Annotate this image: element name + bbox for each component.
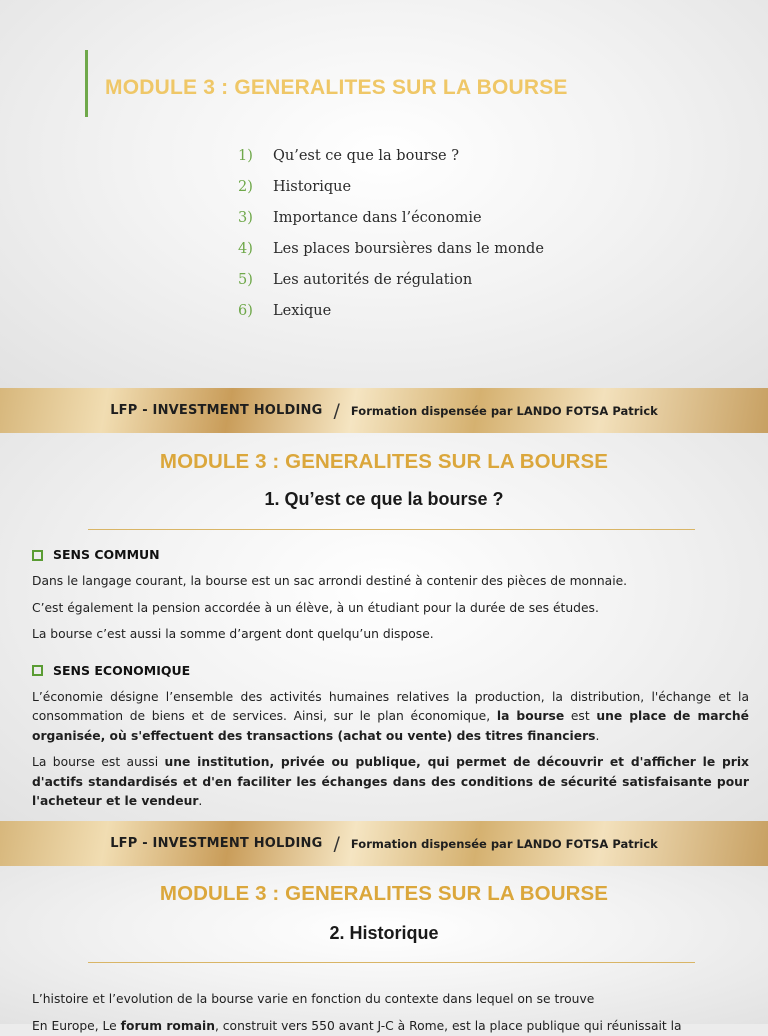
slide-footer [0,821,768,866]
paragraph-economique-definition [32,688,749,747]
toc-item [238,264,544,295]
slide-footer [0,388,768,433]
section-heading-label: SENS COMMUN [53,545,160,565]
toc-number: 4) [238,241,273,257]
bold-text-run: une institution, privée ou publique, qui permet de découvrir et d'afficher le prix d'actifs standardisés et d'en faciliter les échanges dans des conditions de sécurité satisfaisante pour l'acheteur et le vendeur [32,755,749,808]
toc-label: Lexique [273,303,331,319]
toc-label: Qu’est ce que la bourse ? [273,148,459,164]
text-run: . [595,729,599,743]
title-divider [88,962,695,963]
paragraph-institution [32,753,749,812]
toc-number: 3) [238,210,273,226]
slide-historique [0,866,768,1024]
toc-number: 5) [238,272,273,288]
paragraph: C’est également la pension accordée à un élève, à un étudiant pour la durée de ses études. [32,599,749,619]
text-run: En Europe, Le [32,1019,121,1033]
text-run: . [198,794,202,808]
footer-company: LFP - INVESTMENT HOLDING [110,403,322,418]
module-title: MODULE 3 : GENERALITES SUR LA BOURSE [0,450,768,474]
text-run: La bourse est aussi [32,755,165,769]
slide-table-of-contents [0,0,768,388]
slide-body [32,983,749,1036]
toc-item [238,233,544,264]
bold-text-run: une place de marché organisée, où s'effectuent des transactions (achat ou vente) des titres financiers [32,709,749,743]
footer-trainer: Formation dispensée par LANDO FOTSA Patrick [351,404,658,418]
paragraph: La bourse c’est aussi la somme d’argent dont quelqu’un dispose. [32,625,749,645]
toc-item [238,202,544,233]
checkbox-bullet-icon [32,665,43,676]
section-title: 2. Historique [0,923,768,944]
text-run: est [564,709,596,723]
slide-body [32,545,749,812]
toc-label: Les places boursières dans le monde [273,241,544,257]
paragraph: Dans le langage courant, la bourse est un sac arrondi destiné à contenir des pièces de monnaie. [32,572,749,592]
toc-list [238,140,544,326]
module-title: MODULE 3 : GENERALITES SUR LA BOURSE [0,882,768,906]
footer-company: LFP - INVESTMENT HOLDING [110,836,322,851]
toc-item [238,171,544,202]
paragraph: L’histoire et l’evolution de la bourse varie en fonction du contexte dans lequel on se trouve [32,990,749,1010]
title-divider [88,529,695,530]
footer-trainer: Formation dispensée par LANDO FOTSA Patrick [351,837,658,851]
toc-label: Les autorités de régulation [273,272,472,288]
bold-text-run: forum romain [121,1019,215,1033]
toc-item [238,140,544,171]
footer-separator: / [334,833,340,855]
title-accent-bar [85,50,88,117]
toc-number: 2) [238,179,273,195]
footer-separator: / [334,400,340,422]
toc-number: 6) [238,303,273,319]
slide-what-is-bourse [0,433,768,821]
section-heading-sens-economique [32,661,749,681]
toc-item [238,295,544,326]
text-run: , construit vers 550 avant J-C à Rome, est la place publique qui réunissait la [215,1019,682,1033]
text-run: L’économie désigne l’ensemble des activités humaines relatives la production, la distribution, l'échange et la consommation de biens et de services. Ainsi, sur le plan économique, [32,690,749,724]
toc-label: Historique [273,179,351,195]
toc-label: Importance dans l’économie [273,210,482,226]
section-title: 1. Qu’est ce que la bourse ? [0,489,768,510]
section-heading-label: SENS ECONOMIQUE [53,661,190,681]
bold-text-run: la bourse [497,709,564,723]
section-heading-sens-commun [32,545,749,565]
checkbox-bullet-icon [32,550,43,561]
toc-number: 1) [238,148,273,164]
paragraph-forum-romain [32,1017,749,1036]
slide-title: MODULE 3 : GENERALITES SUR LA BOURSE [105,76,568,100]
